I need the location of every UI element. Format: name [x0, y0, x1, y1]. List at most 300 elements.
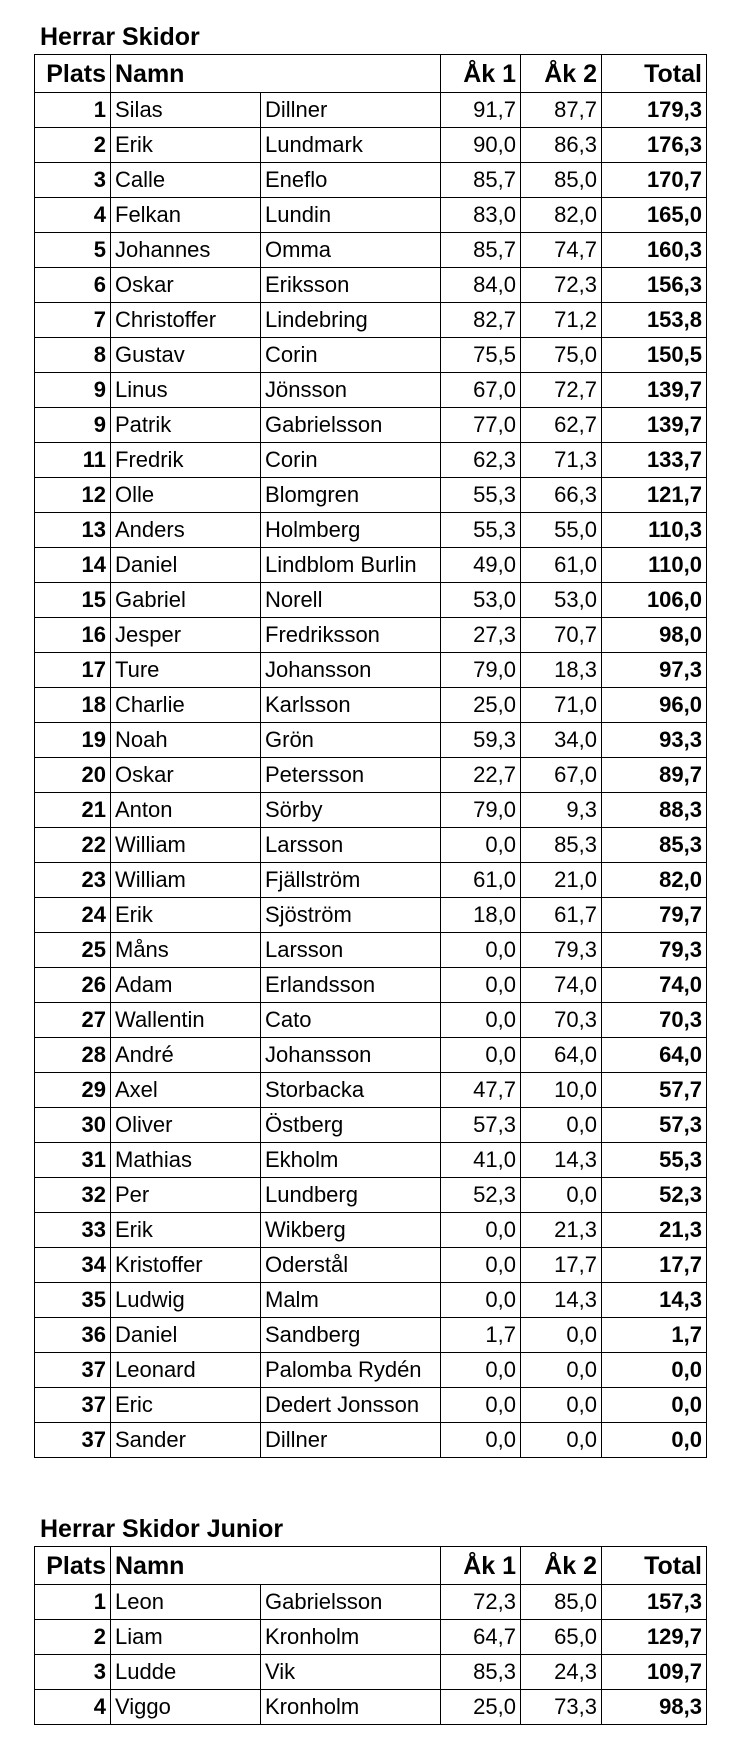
cell-plats: 19 [35, 723, 111, 758]
cell-total: 70,3 [602, 1003, 707, 1038]
section-herrar-skidor [34, 20, 706, 1458]
cell-plats: 23 [35, 863, 111, 898]
cell-total: 0,0 [602, 1388, 707, 1423]
cell-ak1: 57,3 [441, 1108, 521, 1143]
table-row [35, 933, 707, 968]
table-row [35, 163, 707, 198]
cell-first-name: Anton [111, 793, 261, 828]
table-row [35, 1388, 707, 1423]
cell-total: 165,0 [602, 198, 707, 233]
cell-last-name: Gabrielsson [261, 1585, 441, 1620]
cell-total: 139,7 [602, 408, 707, 443]
cell-first-name: Silas [111, 93, 261, 128]
cell-ak1: 0,0 [441, 1283, 521, 1318]
cell-last-name: Palomba Rydén [261, 1353, 441, 1388]
cell-ak2: 21,0 [521, 863, 602, 898]
table-row [35, 338, 707, 373]
header-namn: Namn [111, 55, 441, 93]
cell-ak1: 85,7 [441, 163, 521, 198]
cell-ak1: 0,0 [441, 1388, 521, 1423]
cell-plats: 36 [35, 1318, 111, 1353]
cell-last-name: Omma [261, 233, 441, 268]
cell-ak1: 0,0 [441, 1423, 521, 1458]
cell-plats: 14 [35, 548, 111, 583]
cell-ak2: 24,3 [521, 1655, 602, 1690]
table-row [35, 1248, 707, 1283]
cell-last-name: Larsson [261, 828, 441, 863]
cell-ak1: 82,7 [441, 303, 521, 338]
cell-plats: 11 [35, 443, 111, 478]
table-row [35, 478, 707, 513]
cell-ak1: 25,0 [441, 688, 521, 723]
table-row [35, 408, 707, 443]
cell-ak2: 55,0 [521, 513, 602, 548]
cell-ak2: 65,0 [521, 1620, 602, 1655]
cell-first-name: Per [111, 1178, 261, 1213]
cell-plats: 24 [35, 898, 111, 933]
table-row [35, 1073, 707, 1108]
cell-last-name: Lindblom Burlin [261, 548, 441, 583]
cell-total: 133,7 [602, 443, 707, 478]
table-row [35, 93, 707, 128]
cell-last-name: Malm [261, 1283, 441, 1318]
cell-ak1: 59,3 [441, 723, 521, 758]
header-plats: Plats [35, 55, 111, 93]
header-ak2: Åk 2 [521, 55, 602, 93]
cell-first-name: Ludde [111, 1655, 261, 1690]
results-table [34, 1546, 707, 1725]
cell-ak2: 0,0 [521, 1353, 602, 1388]
cell-ak2: 71,3 [521, 443, 602, 478]
table-row [35, 1143, 707, 1178]
cell-first-name: William [111, 828, 261, 863]
cell-first-name: Linus [111, 373, 261, 408]
cell-last-name: Norell [261, 583, 441, 618]
header-ak2: Åk 2 [521, 1547, 602, 1585]
cell-plats: 27 [35, 1003, 111, 1038]
cell-ak2: 79,3 [521, 933, 602, 968]
cell-plats: 13 [35, 513, 111, 548]
cell-plats: 21 [35, 793, 111, 828]
cell-ak2: 67,0 [521, 758, 602, 793]
cell-ak2: 0,0 [521, 1423, 602, 1458]
cell-ak2: 71,0 [521, 688, 602, 723]
table-row [35, 198, 707, 233]
cell-plats: 35 [35, 1283, 111, 1318]
cell-ak2: 0,0 [521, 1388, 602, 1423]
cell-ak1: 52,3 [441, 1178, 521, 1213]
cell-total: 139,7 [602, 373, 707, 408]
cell-total: 55,3 [602, 1143, 707, 1178]
cell-first-name: Jesper [111, 618, 261, 653]
cell-plats: 30 [35, 1108, 111, 1143]
cell-last-name: Cato [261, 1003, 441, 1038]
cell-plats: 34 [35, 1248, 111, 1283]
cell-first-name: Noah [111, 723, 261, 758]
cell-last-name: Corin [261, 338, 441, 373]
cell-ak2: 14,3 [521, 1283, 602, 1318]
cell-first-name: Ture [111, 653, 261, 688]
results-table [34, 54, 707, 1458]
cell-ak2: 75,0 [521, 338, 602, 373]
cell-first-name: Felkan [111, 198, 261, 233]
cell-last-name: Wikberg [261, 1213, 441, 1248]
cell-plats: 4 [35, 198, 111, 233]
table-row [35, 1213, 707, 1248]
cell-total: 89,7 [602, 758, 707, 793]
cell-plats: 33 [35, 1213, 111, 1248]
cell-plats: 12 [35, 478, 111, 513]
table-row [35, 863, 707, 898]
cell-ak1: 49,0 [441, 548, 521, 583]
cell-last-name: Petersson [261, 758, 441, 793]
cell-plats: 5 [35, 233, 111, 268]
cell-last-name: Storbacka [261, 1073, 441, 1108]
cell-last-name: Sandberg [261, 1318, 441, 1353]
cell-total: 170,7 [602, 163, 707, 198]
cell-ak1: 41,0 [441, 1143, 521, 1178]
cell-ak2: 73,3 [521, 1690, 602, 1725]
cell-total: 74,0 [602, 968, 707, 1003]
header-row [35, 1547, 707, 1585]
cell-ak2: 0,0 [521, 1178, 602, 1213]
cell-plats: 3 [35, 1655, 111, 1690]
cell-first-name: Johannes [111, 233, 261, 268]
cell-total: 57,7 [602, 1073, 707, 1108]
table-row [35, 1318, 707, 1353]
cell-ak1: 85,7 [441, 233, 521, 268]
cell-plats: 8 [35, 338, 111, 373]
cell-last-name: Sjöström [261, 898, 441, 933]
table-row [35, 303, 707, 338]
cell-total: 17,7 [602, 1248, 707, 1283]
section-herrar-skidor-junior [34, 1512, 706, 1725]
table-row [35, 1423, 707, 1458]
cell-total: 98,0 [602, 618, 707, 653]
cell-ak2: 85,0 [521, 1585, 602, 1620]
cell-total: 57,3 [602, 1108, 707, 1143]
table-body [35, 93, 707, 1458]
cell-total: 153,8 [602, 303, 707, 338]
cell-first-name: Christoffer [111, 303, 261, 338]
cell-plats: 9 [35, 373, 111, 408]
cell-ak1: 79,0 [441, 653, 521, 688]
cell-ak1: 85,3 [441, 1655, 521, 1690]
cell-plats: 4 [35, 1690, 111, 1725]
cell-first-name: Charlie [111, 688, 261, 723]
cell-ak1: 22,7 [441, 758, 521, 793]
cell-ak1: 47,7 [441, 1073, 521, 1108]
cell-first-name: André [111, 1038, 261, 1073]
cell-first-name: Eric [111, 1388, 261, 1423]
cell-last-name: Eriksson [261, 268, 441, 303]
cell-last-name: Fjällström [261, 863, 441, 898]
cell-ak2: 18,3 [521, 653, 602, 688]
cell-plats: 2 [35, 128, 111, 163]
cell-first-name: Mathias [111, 1143, 261, 1178]
cell-ak2: 53,0 [521, 583, 602, 618]
cell-plats: 15 [35, 583, 111, 618]
cell-first-name: Patrik [111, 408, 261, 443]
table-row [35, 1620, 707, 1655]
table-row [35, 758, 707, 793]
section-title: Herrar Skidor Junior [40, 1515, 284, 1543]
cell-plats: 2 [35, 1620, 111, 1655]
cell-plats: 37 [35, 1353, 111, 1388]
cell-plats: 28 [35, 1038, 111, 1073]
cell-first-name: Leon [111, 1585, 261, 1620]
cell-plats: 25 [35, 933, 111, 968]
cell-last-name: Dedert Jonsson [261, 1388, 441, 1423]
cell-last-name: Sörby [261, 793, 441, 828]
cell-ak2: 72,3 [521, 268, 602, 303]
cell-first-name: Olle [111, 478, 261, 513]
cell-ak2: 74,0 [521, 968, 602, 1003]
cell-last-name: Gabrielsson [261, 408, 441, 443]
cell-first-name: Leonard [111, 1353, 261, 1388]
table-row [35, 1178, 707, 1213]
cell-ak2: 61,7 [521, 898, 602, 933]
cell-ak2: 70,7 [521, 618, 602, 653]
cell-ak2: 21,3 [521, 1213, 602, 1248]
cell-ak2: 17,7 [521, 1248, 602, 1283]
cell-ak1: 0,0 [441, 828, 521, 863]
cell-last-name: Holmberg [261, 513, 441, 548]
cell-first-name: Oskar [111, 758, 261, 793]
table-row [35, 793, 707, 828]
table-row [35, 128, 707, 163]
cell-first-name: Ludwig [111, 1283, 261, 1318]
table-row [35, 618, 707, 653]
cell-first-name: Calle [111, 163, 261, 198]
table-row [35, 443, 707, 478]
cell-last-name: Lundmark [261, 128, 441, 163]
cell-total: 64,0 [602, 1038, 707, 1073]
table-row [35, 1655, 707, 1690]
cell-ak1: 27,3 [441, 618, 521, 653]
table-row [35, 898, 707, 933]
cell-first-name: Oskar [111, 268, 261, 303]
table-row [35, 1585, 707, 1620]
table-row [35, 1108, 707, 1143]
cell-ak2: 9,3 [521, 793, 602, 828]
cell-total: 157,3 [602, 1585, 707, 1620]
cell-plats: 20 [35, 758, 111, 793]
header-row [35, 55, 707, 93]
cell-total: 129,7 [602, 1620, 707, 1655]
cell-plats: 9 [35, 408, 111, 443]
cell-ak2: 0,0 [521, 1108, 602, 1143]
cell-total: 52,3 [602, 1178, 707, 1213]
cell-ak2: 61,0 [521, 548, 602, 583]
cell-total: 176,3 [602, 128, 707, 163]
cell-ak1: 79,0 [441, 793, 521, 828]
header-ak1: Åk 1 [441, 1547, 521, 1585]
cell-last-name: Corin [261, 443, 441, 478]
cell-last-name: Johansson [261, 653, 441, 688]
cell-last-name: Dillner [261, 1423, 441, 1458]
cell-ak2: 85,3 [521, 828, 602, 863]
cell-total: 97,3 [602, 653, 707, 688]
cell-last-name: Jönsson [261, 373, 441, 408]
cell-ak1: 1,7 [441, 1318, 521, 1353]
cell-ak2: 87,7 [521, 93, 602, 128]
cell-total: 150,5 [602, 338, 707, 373]
cell-first-name: Måns [111, 933, 261, 968]
table-row [35, 688, 707, 723]
cell-first-name: Adam [111, 968, 261, 1003]
cell-ak1: 25,0 [441, 1690, 521, 1725]
cell-first-name: Erik [111, 1213, 261, 1248]
cell-first-name: Viggo [111, 1690, 261, 1725]
table-row [35, 723, 707, 758]
cell-ak1: 0,0 [441, 1038, 521, 1073]
table-row [35, 1003, 707, 1038]
cell-ak1: 55,3 [441, 478, 521, 513]
cell-total: 79,7 [602, 898, 707, 933]
cell-plats: 16 [35, 618, 111, 653]
cell-first-name: Sander [111, 1423, 261, 1458]
cell-plats: 37 [35, 1423, 111, 1458]
cell-last-name: Erlandsson [261, 968, 441, 1003]
cell-plats: 26 [35, 968, 111, 1003]
table-row [35, 1038, 707, 1073]
cell-plats: 1 [35, 1585, 111, 1620]
cell-ak1: 0,0 [441, 968, 521, 1003]
cell-last-name: Vik [261, 1655, 441, 1690]
cell-plats: 3 [35, 163, 111, 198]
cell-ak1: 0,0 [441, 1213, 521, 1248]
cell-first-name: Gustav [111, 338, 261, 373]
cell-first-name: Erik [111, 128, 261, 163]
cell-total: 14,3 [602, 1283, 707, 1318]
cell-ak2: 14,3 [521, 1143, 602, 1178]
cell-last-name: Kronholm [261, 1620, 441, 1655]
cell-total: 160,3 [602, 233, 707, 268]
header-total: Total [602, 55, 707, 93]
cell-ak1: 61,0 [441, 863, 521, 898]
cell-ak2: 0,0 [521, 1318, 602, 1353]
cell-last-name: Kronholm [261, 1690, 441, 1725]
cell-plats: 29 [35, 1073, 111, 1108]
cell-ak2: 66,3 [521, 478, 602, 513]
cell-ak2: 64,0 [521, 1038, 602, 1073]
cell-last-name: Lundin [261, 198, 441, 233]
table-row [35, 1353, 707, 1388]
cell-plats: 7 [35, 303, 111, 338]
cell-total: 1,7 [602, 1318, 707, 1353]
table-row [35, 828, 707, 863]
table-row [35, 373, 707, 408]
cell-first-name: Axel [111, 1073, 261, 1108]
cell-ak1: 84,0 [441, 268, 521, 303]
table-row [35, 1690, 707, 1725]
cell-first-name: Daniel [111, 548, 261, 583]
cell-last-name: Ekholm [261, 1143, 441, 1178]
cell-first-name: William [111, 863, 261, 898]
cell-last-name: Johansson [261, 1038, 441, 1073]
cell-ak2: 70,3 [521, 1003, 602, 1038]
cell-ak2: 82,0 [521, 198, 602, 233]
cell-last-name: Östberg [261, 1108, 441, 1143]
cell-ak2: 85,0 [521, 163, 602, 198]
cell-last-name: Dillner [261, 93, 441, 128]
table-row [35, 268, 707, 303]
section-title: Herrar Skidor [40, 23, 200, 51]
cell-ak2: 62,7 [521, 408, 602, 443]
cell-last-name: Lundberg [261, 1178, 441, 1213]
cell-plats: 18 [35, 688, 111, 723]
cell-total: 21,3 [602, 1213, 707, 1248]
cell-ak1: 67,0 [441, 373, 521, 408]
cell-plats: 6 [35, 268, 111, 303]
cell-ak1: 90,0 [441, 128, 521, 163]
cell-ak1: 91,7 [441, 93, 521, 128]
cell-ak1: 72,3 [441, 1585, 521, 1620]
cell-total: 121,7 [602, 478, 707, 513]
cell-ak1: 0,0 [441, 933, 521, 968]
cell-first-name: Kristoffer [111, 1248, 261, 1283]
cell-last-name: Grön [261, 723, 441, 758]
cell-last-name: Karlsson [261, 688, 441, 723]
cell-total: 98,3 [602, 1690, 707, 1725]
cell-first-name: Liam [111, 1620, 261, 1655]
cell-last-name: Blomgren [261, 478, 441, 513]
cell-total: 0,0 [602, 1353, 707, 1388]
table-row [35, 968, 707, 1003]
cell-ak1: 55,3 [441, 513, 521, 548]
cell-last-name: Fredriksson [261, 618, 441, 653]
cell-total: 110,3 [602, 513, 707, 548]
cell-ak2: 74,7 [521, 233, 602, 268]
table-row [35, 653, 707, 688]
cell-ak1: 53,0 [441, 583, 521, 618]
cell-plats: 31 [35, 1143, 111, 1178]
header-namn: Namn [111, 1547, 441, 1585]
cell-first-name: Erik [111, 898, 261, 933]
cell-total: 96,0 [602, 688, 707, 723]
cell-ak1: 62,3 [441, 443, 521, 478]
cell-ak1: 64,7 [441, 1620, 521, 1655]
cell-total: 109,7 [602, 1655, 707, 1690]
cell-total: 110,0 [602, 548, 707, 583]
cell-plats: 32 [35, 1178, 111, 1213]
cell-plats: 17 [35, 653, 111, 688]
cell-plats: 37 [35, 1388, 111, 1423]
table-row [35, 513, 707, 548]
cell-total: 156,3 [602, 268, 707, 303]
cell-ak1: 0,0 [441, 1003, 521, 1038]
cell-total: 179,3 [602, 93, 707, 128]
cell-first-name: Oliver [111, 1108, 261, 1143]
table-row [35, 548, 707, 583]
cell-plats: 22 [35, 828, 111, 863]
cell-ak2: 34,0 [521, 723, 602, 758]
cell-first-name: Fredrik [111, 443, 261, 478]
cell-last-name: Larsson [261, 933, 441, 968]
cell-ak2: 10,0 [521, 1073, 602, 1108]
cell-plats: 1 [35, 93, 111, 128]
header-total: Total [602, 1547, 707, 1585]
table-row [35, 583, 707, 618]
cell-ak1: 77,0 [441, 408, 521, 443]
header-plats: Plats [35, 1547, 111, 1585]
cell-ak2: 72,7 [521, 373, 602, 408]
cell-total: 106,0 [602, 583, 707, 618]
table-row [35, 1283, 707, 1318]
cell-first-name: Daniel [111, 1318, 261, 1353]
cell-first-name: Gabriel [111, 583, 261, 618]
